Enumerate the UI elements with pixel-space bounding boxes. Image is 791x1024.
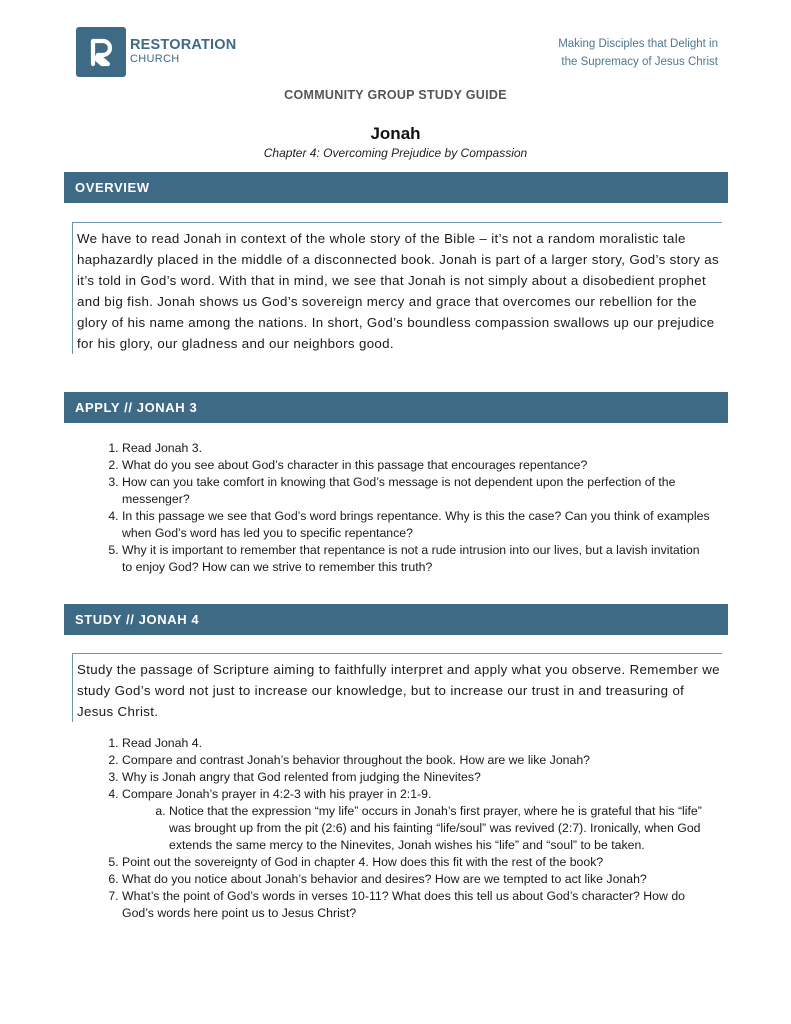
logo-r-icon — [76, 27, 126, 77]
apply-heading: APPLY // JONAH 3 — [64, 392, 728, 423]
overview-heading: OVERVIEW — [64, 172, 728, 203]
document-subtitle: Chapter 4: Overcoming Prejudice by Compassion — [263, 146, 528, 160]
tagline — [558, 35, 718, 71]
study-subpoints — [144, 803, 712, 854]
apply-question: 3. How can you take comfort in knowing that God’s message is not dependent upon the perfection of the messenger? — [122, 474, 712, 508]
study-questions — [101, 735, 712, 922]
study-question-text: Compare Jonah’s prayer in 4:2-3 with his prayer in 2:1-9. — [122, 787, 432, 801]
study-subpoint: a. Notice that the expression “my life” occurs in Jonah’s first prayer, where he is grateful that his “life” was brought up from the pit (2:6) and his fainting “life/soul” was revived (2:7). Ironically, when God extends the same mercy to the Ninevites, Jonah wishes his “life” and “soul” to be taken. — [169, 803, 712, 854]
apply-question: 4. In this passage we see that God’s word brings repentance. Why is this the case? Can you think of examples when God’s word has led you to specific repentance? — [122, 508, 712, 542]
logo-subtitle: CHURCH — [130, 53, 180, 65]
overview-text: We have to read Jonah in context of the whole story of the Bible – it’s not a random moralistic tale haphazardly placed in the middle of a disconnected book. Jonah is part of a larger story, God’s story as it’s told in God’s word. With that in mind, we see that Jonah is not simply about a disobedient prophet and big fish. Jonah shows us God’s sovereign mercy and grace that overcomes our rebellion for the glory of his name among the nations. In short, God’s boundless compassion swallows up our prejudice for his glory, our gladness and our neighbors good. — [72, 222, 722, 354]
study-heading: STUDY // JONAH 4 — [64, 604, 728, 635]
logo-name: RESTORATION — [130, 37, 237, 53]
apply-questions — [101, 440, 712, 576]
study-question — [122, 786, 712, 854]
tagline-line-2: the Supremacy of Jesus Christ — [561, 56, 718, 68]
study-question: 2. Compare and contrast Jonah’s behavior throughout the book. How are we like Jonah? — [122, 752, 712, 769]
apply-question: 5. Why it is important to remember that repentance is not a rude intrusion into our lives, but a lavish invitation to enjoy God? How can we strive to remember this truth? — [122, 542, 712, 576]
study-question: 6. What do you notice about Jonah’s behavior and desires? How are we tempted to act like Jonah? — [122, 871, 712, 888]
study-question: 7. What’s the point of God’s words in verses 10-11? What does this tell us about God’s character? How do God’s words here point us to Jesus Christ? — [122, 888, 712, 922]
study-question: 1. Read Jonah 4. — [122, 735, 712, 752]
guide-title: COMMUNITY GROUP STUDY GUIDE — [284, 88, 507, 102]
church-logo — [76, 27, 236, 77]
tagline-line-1: Making Disciples that Delight in — [558, 38, 718, 50]
apply-question: 1. Read Jonah 3. — [122, 440, 712, 457]
study-intro: Study the passage of Scripture aiming to faithfully interpret and apply what you observe. Remember we study God’s word not just to increase our knowledge, but to increase our trust in and treasuring of Jesus Christ. — [72, 653, 722, 722]
apply-question: 2. What do you see about God’s character in this passage that encourages repentance? — [122, 457, 712, 474]
document-title: Jonah — [370, 124, 421, 143]
study-question: 3. Why is Jonah angry that God relented from judging the Ninevites? — [122, 769, 712, 786]
study-question: 5. Point out the sovereignty of God in chapter 4. How does this fit with the rest of the book? — [122, 854, 712, 871]
